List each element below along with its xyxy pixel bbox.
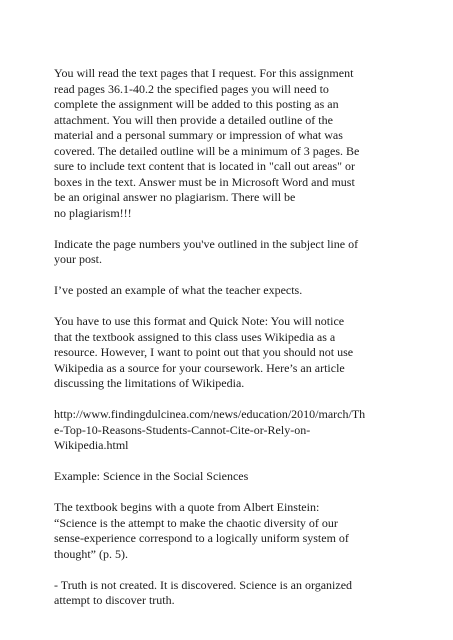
text-line: attachment. You will then provide a detailed outline of the xyxy=(54,112,333,127)
text-line: Example: Science in the Social Sciences xyxy=(54,469,249,483)
assignment-instructions-paragraph xyxy=(54,66,399,221)
url-line: Wikipedia.html xyxy=(54,438,129,452)
text-line: no plagiarism!!! xyxy=(54,205,132,220)
text-line: Wikipedia as a source for your coursework. Here’s an article xyxy=(54,360,345,375)
text-line: material and a personal summary or impression of what was xyxy=(54,128,343,142)
text-line: “Science is the attempt to make the chaotic diversity of our xyxy=(54,515,338,530)
text-line: resource. However, I want to point out that you should not use xyxy=(54,345,354,359)
url-line: e-Top-10-Reasons-Students-Cannot-Cite-or-Rely-on- xyxy=(54,422,311,437)
text-line: covered. The detailed outline will be a minimum of 3 pages. Be xyxy=(54,143,360,158)
text-line: I’ve posted an example of what the teacher expects. xyxy=(54,283,303,297)
text-line: that the textbook assigned to this class uses Wikipedia as a xyxy=(54,329,336,344)
text-line: thought” (p. 5). xyxy=(54,546,128,561)
text-line: discussing the limitations of Wikipedia. xyxy=(54,376,245,390)
text-line: complete the assignment will be added to this posting as an xyxy=(54,97,339,111)
text-line: The textbook begins with a quote from Albert Einstein: xyxy=(54,500,320,514)
text-line: You will read the text pages that I request. For this assignment xyxy=(54,66,354,80)
einstein-quote-paragraph xyxy=(54,500,399,562)
page-numbers-paragraph xyxy=(54,237,399,268)
wikipedia-note-paragraph xyxy=(54,314,399,392)
text-line: sure to include text content that is located in "call out areas" or xyxy=(54,159,356,173)
document-body xyxy=(54,66,399,624)
example-notice-paragraph xyxy=(54,283,399,299)
article-url-paragraph xyxy=(54,407,399,454)
example-heading-paragraph xyxy=(54,469,399,485)
text-line: sense-experience correspond to a logically uniform system of xyxy=(54,531,349,545)
text-line: You have to use this format and Quick Note: You will notice xyxy=(54,314,345,328)
url-line: http://www.findingdulcinea.com/news/education/2010/march/Th xyxy=(54,407,366,421)
text-line: boxes in the text. Answer must be in Microsoft Word and must xyxy=(54,174,355,189)
text-line: attempt to discover truth. xyxy=(54,593,175,607)
text-line: be an original answer no plagiarism. There will be xyxy=(54,190,296,204)
text-line: Indicate the page numbers you've outlined in the subject line of xyxy=(54,236,359,251)
text-line: your post. xyxy=(54,252,102,266)
text-line: - Truth is not created. It is discovered. Science is an organized xyxy=(54,577,353,592)
text-line: read pages 36.1-40.2 the specified pages you will need to xyxy=(54,81,329,96)
truth-bullet-paragraph xyxy=(54,578,399,609)
